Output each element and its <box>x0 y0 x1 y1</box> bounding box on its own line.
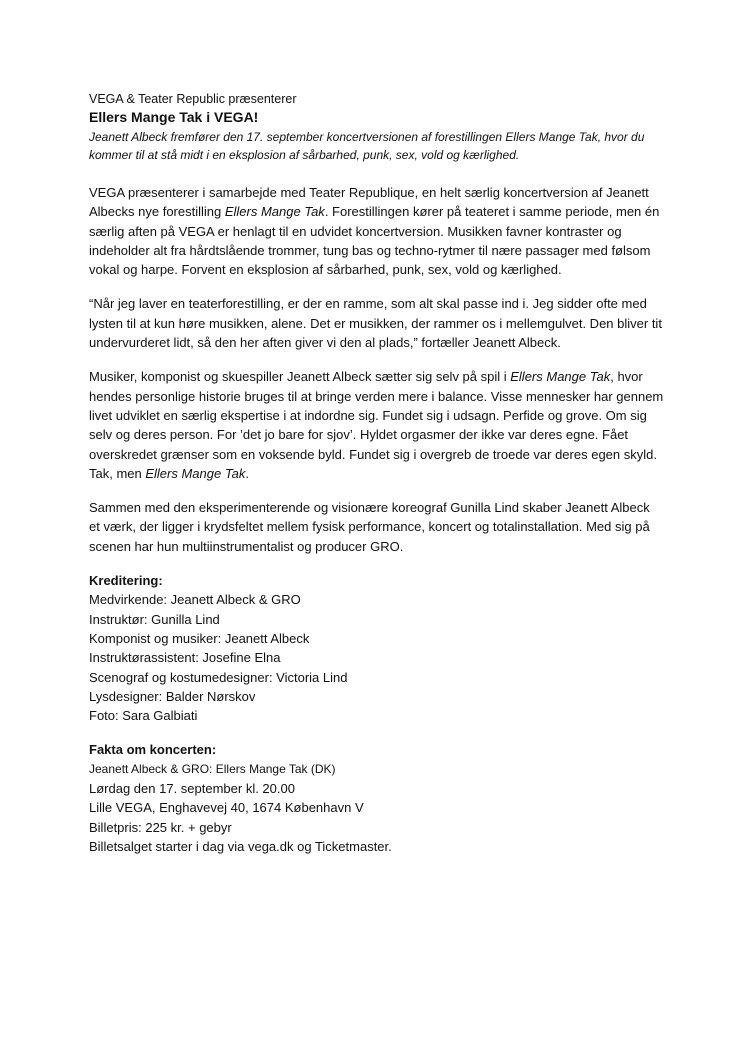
lead-paragraph: Jeanett Albeck fremfører den 17. september koncertversionen af forestillingen Ellers Mange Tak, hvor du kommer til at stå midt i en eksplosion af sårbarhed, punk, sex, vold og kærlighed. <box>89 130 645 162</box>
headline: Ellers Mange Tak i VEGA! <box>89 109 259 125</box>
paragraph-3-text-b: , hvor hendes personlige historie bruges til at bringe verden mere i balance. Visse mennesker har gennem livet udviklet en særlig ekspertise i at indordne sig. Fundet sig i udsagn. Perfide og grove. Om sig selv og deres person. For ’det jo bare for sjov’. Hyldet orgasmer der ikke var deres egne. Fået overskredet grænser som en voksende byld. Fundet sig i overgreb de troede var deres egen skyld. Tak, men <box>89 369 664 481</box>
credit-line: Instruktør: Gunilla Lind <box>89 611 220 627</box>
press-release-page <box>89 91 664 856</box>
kicker: VEGA & Teater Republic præsenterer <box>89 92 297 106</box>
paragraph-1-text-b: . Forestillingen kører på teateret i samme periode, men én særlig aften på VEGA er henlagt til en udvidet koncertversion. Musikken favner kontraster og indeholder alt fra hårdtslående trommer, tung bas og techno-rytmer til nære passager med følsom vokal og harpe. Forvent en eksplosion af sårbarhed, punk, sex, vold og kærlighed. <box>89 204 660 278</box>
paragraph-quote: “Når jeg laver en teaterforestilling, er der en ramme, som alt skal passe ind i. Jeg sidder ofte med lysten til at kun høre musikken, alene. Det er musikken, der rammer os i mellemgulvet. Den bliver tit undervurderet lidt, så den her aften giver vi den al plads,” fortæller Jeanett Albeck. <box>89 296 662 351</box>
credit-line: Foto: Sara Galbiati <box>89 708 198 724</box>
paragraph-3-title-2: Ellers Mange Tak <box>145 465 246 481</box>
paragraph-3-text-a: Musiker, komponist og skuespiller Jeanett Albeck sætter sig selv på spil i <box>89 369 511 385</box>
credit-line: Komponist og musiker: Jeanett Albeck <box>89 630 310 646</box>
paragraph-3 <box>89 367 664 483</box>
fact-line: Jeanett Albeck & GRO: Ellers Mange Tak (DK) <box>89 761 336 776</box>
credit-line: Instruktørassistent: Josefine Elna <box>89 650 281 666</box>
fact-line: Lille VEGA, Enghavevej 40, 1674 København V <box>89 800 364 816</box>
credits-heading: Kreditering: <box>89 573 163 589</box>
paragraph-4: Sammen med den eksperimenterende og visionære koreograf Gunilla Lind skaber Jeanett Albeck et værk, der ligger i krydsfeltet mellem fysisk performance, koncert og totalinstallation. Med sig på scenen har hun multiinstrumentalist og producer GRO. <box>89 500 650 554</box>
paragraph-3-text-c: . <box>245 465 249 481</box>
facts-list <box>89 760 664 856</box>
fact-line: Billetpris: 225 kr. + gebyr <box>89 819 232 835</box>
fact-line: Billetsalget starter i dag via vega.dk og Ticketmaster. <box>89 838 392 854</box>
fact-line: Lørdag den 17. september kl. 20.00 <box>89 781 295 797</box>
paragraph-1 <box>89 183 664 279</box>
credit-line: Lysdesigner: Balder Nørskov <box>89 688 256 704</box>
credit-line: Scenograf og kostumedesigner: Victoria Lind <box>89 669 348 685</box>
facts-heading: Fakta om koncerten: <box>89 742 217 758</box>
credit-line: Medvirkende: Jeanett Albeck & GRO <box>89 592 301 608</box>
paragraph-3-title-1: Ellers Mange Tak <box>510 369 611 385</box>
paragraph-1-title: Ellers Mange Tak <box>224 204 325 220</box>
paragraph-1-text-a: VEGA præsenterer i samarbejde med Teater Republique, en helt særlig koncertversion af Jeanett Albecks nye forestilling <box>89 185 649 220</box>
credits-list <box>89 590 664 725</box>
